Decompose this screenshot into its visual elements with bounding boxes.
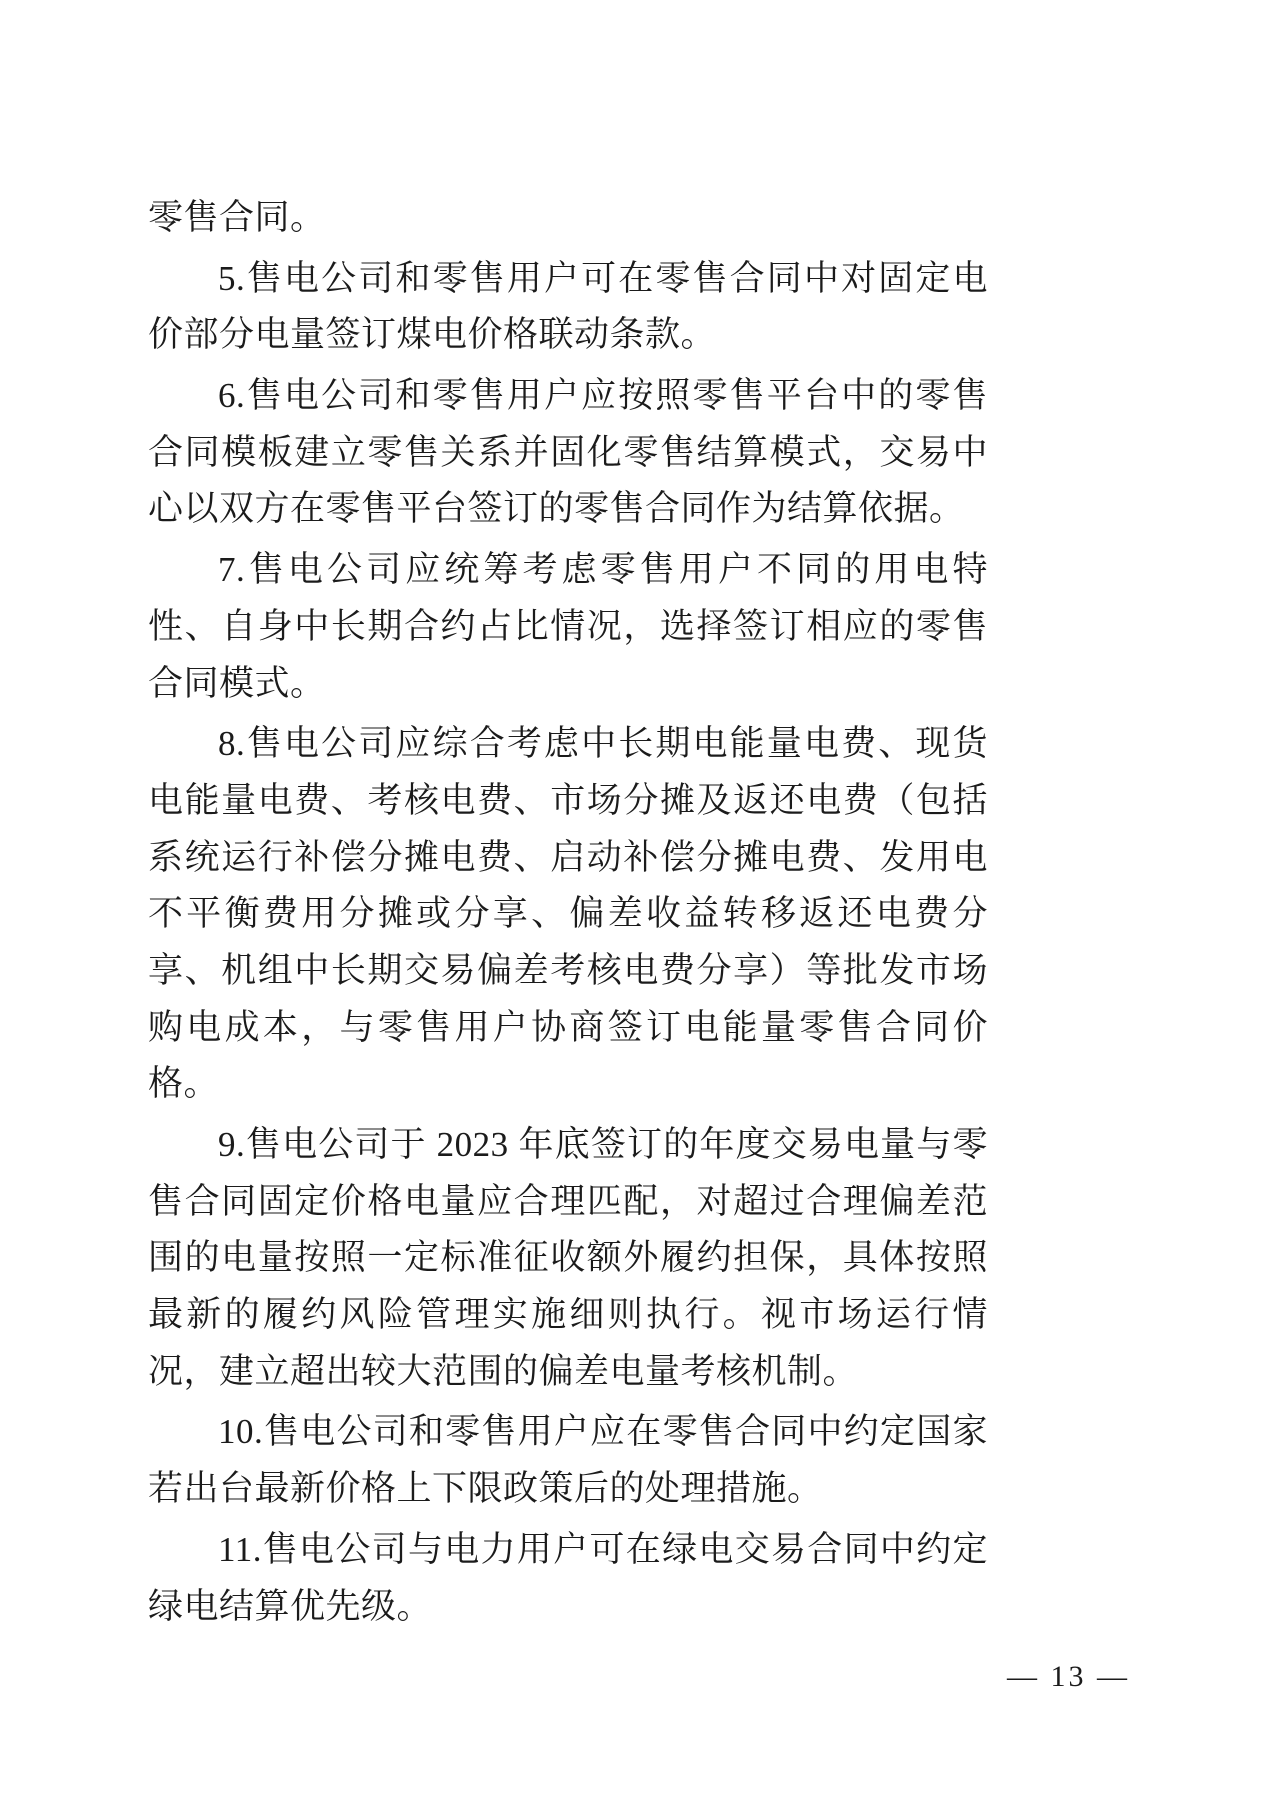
paragraph-item-11: 11.售电公司与电力用户可在绿电交易合同中约定绿电结算优先级。 (148, 1529, 988, 1626)
paragraph-item-6: 6.售电公司和零售用户应按照零售平台中的零售合同模板建立零售关系并固化零售结算模式，交易中心以双方在零售平台签订的零售合同作为结算依据。 (148, 376, 988, 529)
paragraph-item-5: 5.售电公司和零售用户可在零售合同中对固定电价部分电量签订煤电价格联动条款。 (148, 258, 988, 355)
paragraph-continuation: 零售合同。 (148, 198, 326, 237)
paragraph-item-9: 9.售电公司于 2023 年底签订的年度交易电量与零售合同固定价格电量应合理匹配，对超过合理偏差范围的电量按照一定标准征收额外履约担保，具体按照最新的履约风险管理实施细则执行。视市场运行情况，建立超出较大范围的偏差电量考核机制。 (148, 1125, 988, 1391)
paragraph-item-10: 10.售电公司和零售用户应在零售合同中约定国家若出台最新价格上下限政策后的处理措施。 (148, 1412, 988, 1509)
page-number: — 13 — (1007, 1660, 1130, 1693)
page-body (148, 190, 988, 1639)
paragraph-item-8: 8.售电公司应综合考虑中长期电能量电费、现货电能量电费、考核电费、市场分摊及返还电费（包括系统运行补偿分摊电费、启动补偿分摊电费、发用电不平衡费用分摊或分享、偏差收益转移返还电费分享、机组中长期交易偏差考核电费分享）等批发市场购电成本，与零售用户协商签订电能量零售合同价格。 (148, 724, 988, 1104)
paragraph-item-7: 7.售电公司应统筹考虑零售用户不同的用电特性、自身中长期合约占比情况，选择签订相应的零售合同模式。 (148, 550, 988, 703)
